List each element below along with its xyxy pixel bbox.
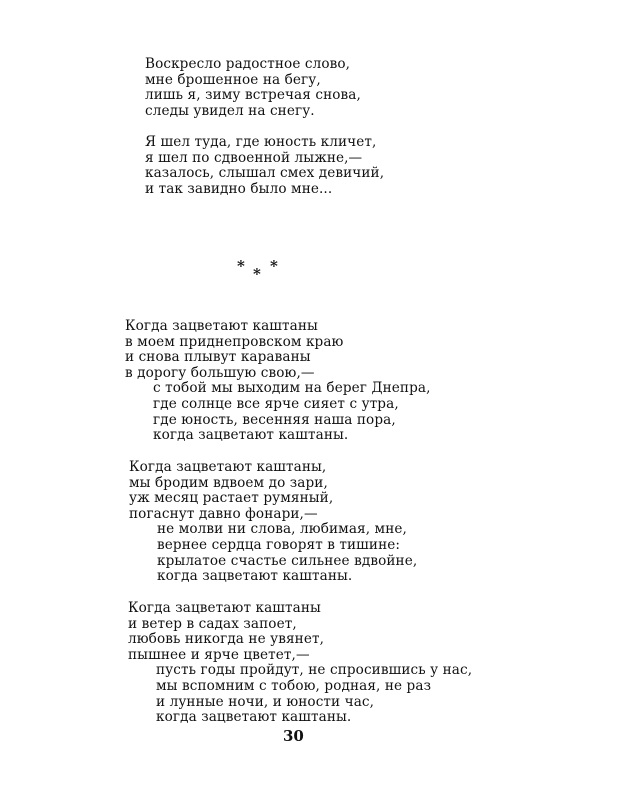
asterism-separator bbox=[237, 259, 287, 281]
poem-line: Я шел туда, где юность кличет, bbox=[145, 134, 377, 150]
poem-line: лишь я, зиму встречая снова, bbox=[145, 87, 361, 104]
refrain-line: пусть годы пройдут, не спросившись у нас, bbox=[156, 662, 473, 679]
poem-line: и снова плывут караваны bbox=[125, 349, 311, 366]
poem2-stanza-2 bbox=[129, 460, 417, 585]
refrain-line: не молви ни слова, любимая, мне, bbox=[157, 521, 407, 538]
poem-line: погаснут давно фонари,— bbox=[129, 505, 318, 522]
poem-line: в моем приднепровском краю bbox=[125, 333, 344, 350]
poem1-stanza-2 bbox=[145, 135, 384, 197]
poem-line: и ветер в садах запоет, bbox=[128, 615, 297, 632]
asterisk: * bbox=[270, 257, 278, 275]
refrain-line: где юность, весенняя наша пора, bbox=[153, 411, 396, 428]
poem2-stanza-3 bbox=[128, 601, 472, 726]
poem-line: в дорогу большую свою,— bbox=[125, 364, 315, 381]
refrain-line: крылатое счастье сильнее вдвойне, bbox=[157, 552, 418, 569]
refrain-line: когда зацветают каштаны. bbox=[156, 709, 352, 726]
poem-line: пышнее и ярче цветет,— bbox=[128, 646, 310, 663]
poem-line: любовь никогда не увянет, bbox=[128, 631, 325, 648]
refrain-line: и лунные ночи, и юности час, bbox=[156, 693, 375, 710]
page-number: 30 bbox=[283, 727, 304, 745]
poem-line: следы увидел на снегу. bbox=[145, 102, 315, 119]
poem-line: Когда зацветают каштаны bbox=[128, 600, 321, 616]
poem-line: Воскресло радостное слово, bbox=[145, 56, 351, 72]
asterisk: * bbox=[237, 257, 245, 275]
poem-line: мне брошенное на бегу, bbox=[145, 71, 321, 88]
poem-line: мы бродим вдвоем до зари, bbox=[129, 474, 328, 491]
poem-line: казалось, слышал смех девичий, bbox=[145, 165, 385, 182]
refrain-line: вернее сердца говорят в тишине: bbox=[157, 536, 401, 553]
poem1-stanza-1 bbox=[145, 57, 361, 119]
asterisk: * bbox=[253, 265, 261, 283]
poem-line: и так завидно было мне... bbox=[145, 180, 333, 197]
poem-line: Когда зацветают каштаны, bbox=[129, 459, 327, 475]
poem-line: я шел по сдвоенной лыжне,— bbox=[145, 149, 363, 166]
refrain-line: мы вспомним с тобою, родная, не раз bbox=[156, 677, 432, 694]
refrain-line: когда зацветают каштаны. bbox=[153, 427, 349, 444]
poem-line: Когда зацветают каштаны bbox=[125, 318, 318, 334]
poem2-stanza-1 bbox=[125, 319, 431, 444]
refrain-line: когда зацветают каштаны. bbox=[157, 568, 353, 585]
refrain-line: с тобой мы выходим на берег Днепра, bbox=[153, 380, 431, 397]
poem-line: уж месяц растает румяный, bbox=[129, 490, 334, 507]
refrain-line: где солнце все ярче сияет с утра, bbox=[153, 395, 399, 412]
